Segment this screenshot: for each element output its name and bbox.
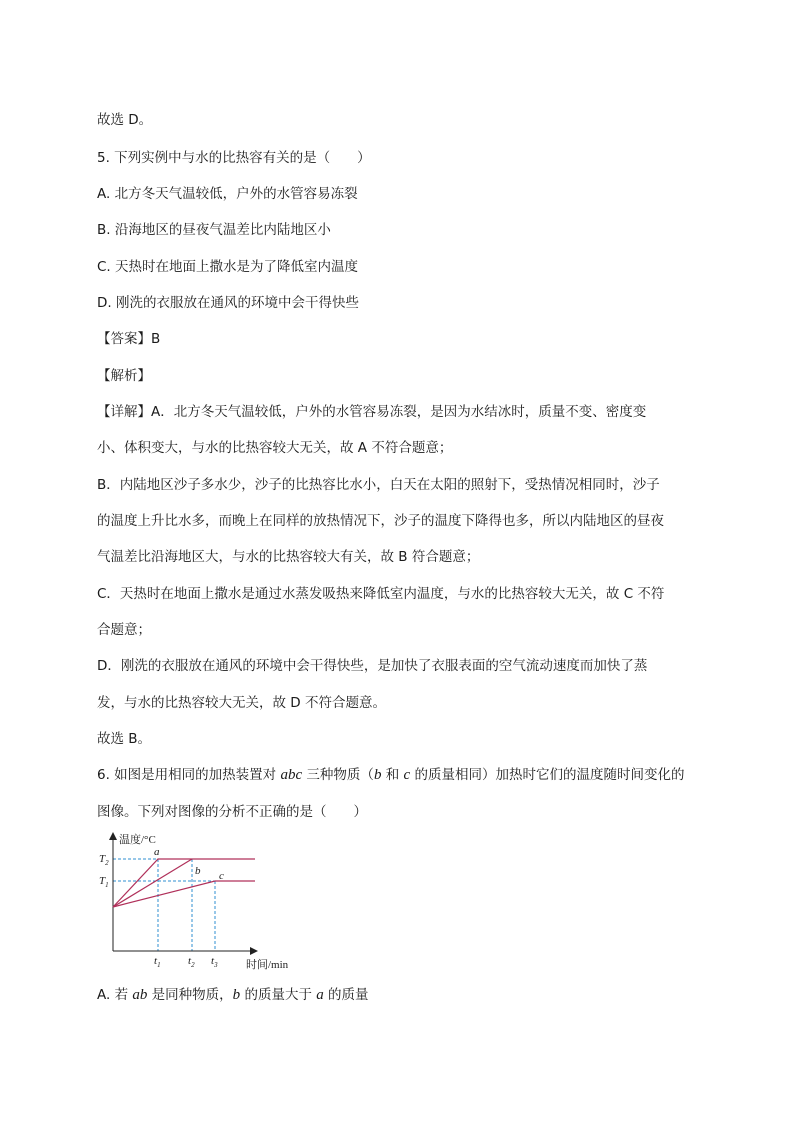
q5-explain-line-6: C．天热时在地面上撒水是通过水蒸发吸热来降低室内温度，与水的比热容较大无关，故 C 不符: [97, 586, 665, 602]
q6-c: c: [403, 767, 411, 783]
q5-explain-line-7: 合题意；: [97, 622, 151, 638]
x-axis-label: 时间/min: [246, 959, 289, 971]
x-tick-t3: $t_3$: [211, 955, 218, 969]
q6-option-a: [97, 986, 369, 1004]
q6-stem-line-1: [97, 766, 685, 784]
q5-conclusion: 故选 B。: [97, 731, 152, 747]
x-tick-t1: $t_1$: [154, 955, 161, 969]
x-tick-t2: $t_2$: [188, 955, 195, 969]
q6-abc: abc: [280, 767, 303, 783]
curve-a: [113, 859, 255, 907]
q5-option-c: C. 天热时在地面上撒水是为了降低室内温度: [97, 259, 359, 275]
q5-explain-line-8: D．刚洗的衣服放在通风的环境中会干得快些，是加快了衣服表面的空气流动速度而加快了蒸: [97, 658, 648, 674]
q6-stem-text: 的质量相同）加热时它们的温度随时间变化的: [410, 767, 685, 783]
q5-explain-line-5: 气温差比沿海地区大，与水的比热容较大有关，故 B 符合题意；: [97, 549, 480, 565]
q6-stem-text: 三种物质（: [302, 767, 374, 783]
q6-stem-text: 和: [381, 767, 404, 783]
q6-option-text: 是同种物质，: [147, 987, 233, 1003]
q6-option-b: b: [232, 987, 241, 1003]
curve-b: [113, 859, 192, 907]
q5-explain-line-9: 发，与水的比热容较大无关，故 D 不符合题意。: [97, 695, 386, 711]
q5-option-b: B. 沿海地区的昼夜气温差比内陆地区小: [97, 222, 331, 238]
q5-explain-line-3: B．内陆地区沙子多水少，沙子的比热容比水小，白天在太阳的照射下，受热情况相同时，沙子: [97, 477, 660, 493]
q5-answer: 【答案】B: [97, 331, 161, 347]
q6-option-text: 的质量: [323, 987, 369, 1003]
q6-option-text: A. 若: [97, 987, 133, 1003]
y-tick-t2: $T_2$: [99, 853, 109, 867]
q6-option-text: 的质量大于: [240, 987, 317, 1003]
q6-stem-text: 6. 如图是用相同的加热装置对: [97, 767, 281, 783]
q6-option-a-var: a: [316, 987, 324, 1003]
q5-option-d: D. 刚洗的衣服放在通风的环境中会干得快些: [97, 295, 359, 311]
q5-stem: 5. 下列实例中与水的比热容有关的是（ ）: [97, 150, 371, 166]
temperature-time-graph: [95, 830, 305, 972]
q5-option-a: A. 北方冬天气温较低，户外的水管容易冻裂: [97, 186, 358, 202]
q5-explain-line-2: 小、体积变大，与水的比热容较大无关，故 A 不符合题意；: [97, 440, 453, 456]
series-label-a: a: [154, 846, 160, 858]
q4-conclusion: 故选 D。: [97, 112, 153, 128]
q6-option-ab: ab: [132, 987, 148, 1003]
q5-analysis-title: 【解析】: [97, 368, 151, 384]
y-axis-label: 温度/°C: [119, 834, 156, 846]
series-label-c: c: [219, 870, 224, 882]
q5-explain-line-1: 【详解】A．北方冬天气温较低，户外的水管容易冻裂，是因为水结冰时，质量不变、密度变: [97, 404, 647, 420]
q6-b: b: [373, 767, 382, 783]
q6-stem-line-2: 图像。下列对图像的分析不正确的是（ ）: [97, 804, 367, 820]
y-tick-t1: $T_1$: [99, 875, 109, 889]
series-label-b: b: [195, 865, 201, 877]
q5-explain-line-4: 的温度上升比水多，而晚上在同样的放热情况下，沙子的温度下降得也多，所以内陆地区的昼夜: [97, 513, 664, 529]
